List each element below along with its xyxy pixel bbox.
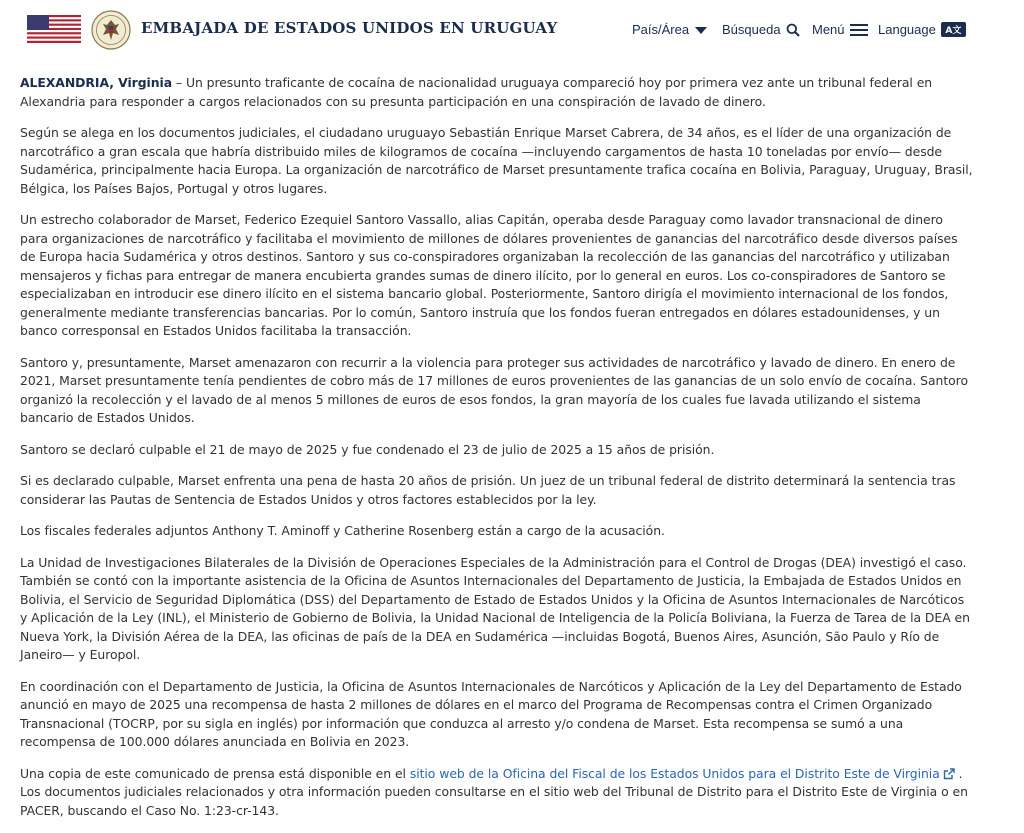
article-paragraph-4: Santoro y, presuntamente, Marset amenazaron con recurrir a la violencia para proteger sus actividades de narcotráfico y lavado de dinero. En enero de 2021, Marset presuntamente tenía pendientes de cobro más de 17 millones de euros provenientes de las ganancias de un solo envío de cocaína. Santoro organizó la recolección y el lavado de al menos 5 millones de euros de esos fondos, la gran mayoría de los cuales fue lavada utilizando el sistema bancario de Estados Unidos. (20, 354, 968, 425)
language-label: Language (878, 22, 936, 37)
hamburger-icon (850, 23, 868, 37)
top-nav (0, 22, 1024, 42)
article-paragraph-2: Según se alega en los documentos judiciales, el ciudadano uruguayo Sebastián Enrique Marset Cabrera, de 34 años, es el líder de una organización de narcotráfico a gran escala que habría distribuido miles de kilogramos de cocaína —incluyendo cargamentos de hasta 10 toneladas por envío— desde Sudamérica, principalmente hacia Europa. La organización de narcotráfico de Marset presuntamente trafica cocaína en Bolivia, Paraguay, Uruguay, Brasil, Bélgica, los Países Bajos, Portugal y otros lugares. (20, 125, 973, 196)
site-header (0, 0, 1024, 62)
language-translate-icon: A文 (941, 22, 966, 37)
paragraph-10-tail: . Los documentos judiciales relacionados y otra información pueden consultarse en el sitio web del Tribunal de Distrito para el Distrito Este de Virginia o en PACER, buscando el Caso No. 1:23-cr-143. (20, 765, 968, 818)
paragraph-1-text: – Un presunto traficante de cocaína de nacionalidad uruguaya compareció hoy por primera vez ante un tribunal federal en Alexandria para responder a cargos relacionados con su presunta participación en una conspiración de lavado de dinero. (20, 75, 933, 109)
article-paragraph-1 (20, 74, 974, 111)
search-button[interactable] (722, 22, 800, 37)
article-body (20, 74, 974, 833)
country-area-menu[interactable] (632, 22, 708, 37)
language-button[interactable] (878, 22, 966, 37)
dateline: ALEXANDRIA, Virginia (20, 75, 173, 90)
article-paragraph-5: Santoro se declaró culpable el 21 de mayo de 2025 y fue condenado el 23 de julio de 2025 a 15 años de prisión. (20, 441, 715, 457)
paragraph-10-lead: Una copia de este comunicado de prensa está disponible en el (20, 765, 410, 781)
menu-label: Menú (812, 22, 845, 37)
embassy-title[interactable]: EMBAJADA DE ESTADOS UNIDOS EN URUGUAY (141, 19, 558, 37)
article-paragraph-9: En coordinación con el Departamento de Justicia, la Oficina de Asuntos Internacionales de Narcóticos y Aplicación de la Ley del Departamento de Estado anunció en mayo de 2025 una recompensa de hasta 2 millones de dólares en el marco del Programa de Recompensas contra el Crimen Organizado Transnacional (TOCRP, por su sigla en inglés) por información que conduzca al arresto y/o condena de Marset. Esta recompensa se sumó a una recompensa de 100.000 dólares anunciada en Bolivia en 2023. (20, 678, 962, 749)
article-paragraph-3: Un estrecho colaborador de Marset, Federico Ezequiel Santoro Vassallo, alias Capitán, operaba desde Paraguay como lavador transnacional de dinero para organizaciones de narcotráfico y facilitaba el movimiento de millones de dólares provenientes de ganancias del narcotráfico desde diversos países de Europa hacia Sudamérica y otros destinos. Santoro y sus co-conspiradores organizaban la recolección de las ganancias del narcotráfico y utilizaban mensajeros y fichas para entregar de manera encubierta grandes sumas de dinero ilícito, por lo general en euros. Los co-conspiradores de Santoro se especializaban en introducir ese dinero ilícito en el sistema bancario global. Posteriormente, Santoro dirigía el movimiento internacional de los fondos, generalmente mediante transferencias bancarias. Por lo común, Santoro instruía que los fondos fueran entregados en dólares estadounidenses, y un banco corresponsal en Estados Unidos facilitaba la transacción. (20, 212, 958, 338)
us-attorney-office-link[interactable]: sitio web de la Oficina del Fiscal de los Estados Unidos para el Distrito Este de Virginia (409, 765, 940, 781)
search-label: Búsqueda (722, 22, 781, 37)
caret-down-icon (694, 25, 708, 35)
article-paragraph-7: Los fiscales federales adjuntos Anthony T. Aminoff y Catherine Rosenberg están a cargo de la acusación. (20, 523, 665, 538)
menu-button[interactable] (812, 22, 868, 37)
article-paragraph-6: Si es declarado culpable, Marset enfrenta una pena de hasta 20 años de prisión. Un juez de un tribunal federal de distrito determinará la sentencia tras considerar las Pautas de Sentencia de Estados Unidos y otros factores establecidos por la ley. (20, 473, 956, 507)
external-link-icon[interactable] (943, 768, 955, 780)
article-paragraph-10 (20, 765, 974, 821)
country-area-label: País/Área (632, 22, 690, 37)
article-paragraph-8: La Unidad de Investigaciones Bilaterales de la División de Operaciones Especiales de la Administración para el Control de Drogas (DEA) investigó el caso. También se contó con la importante asistencia de la Oficina de Asuntos Internacionales del Departamento de Justicia, la Embajada de Estados Unidos en Bolivia, el Servicio de Seguridad Diplomática (DSS) del Departamento de Estado de Estados Unidos y la Oficina de Asuntos Internacionales de Narcóticos y Aplicación de la Ley (INL), el Ministerio de Gobierno de Bolivia, la Unidad Nacional de Inteligencia de la Policía Boliviana, la Fuerza de Tarea de la DEA en Nueva York, la División Aérea de la DEA, las oficinas de país de la DEA en Sudamérica —incluidas Bogotá, Buenos Aires, Asunción, São Paulo y Río de Janeiro— y Europol. (20, 554, 970, 662)
magnifier-icon (786, 23, 800, 37)
